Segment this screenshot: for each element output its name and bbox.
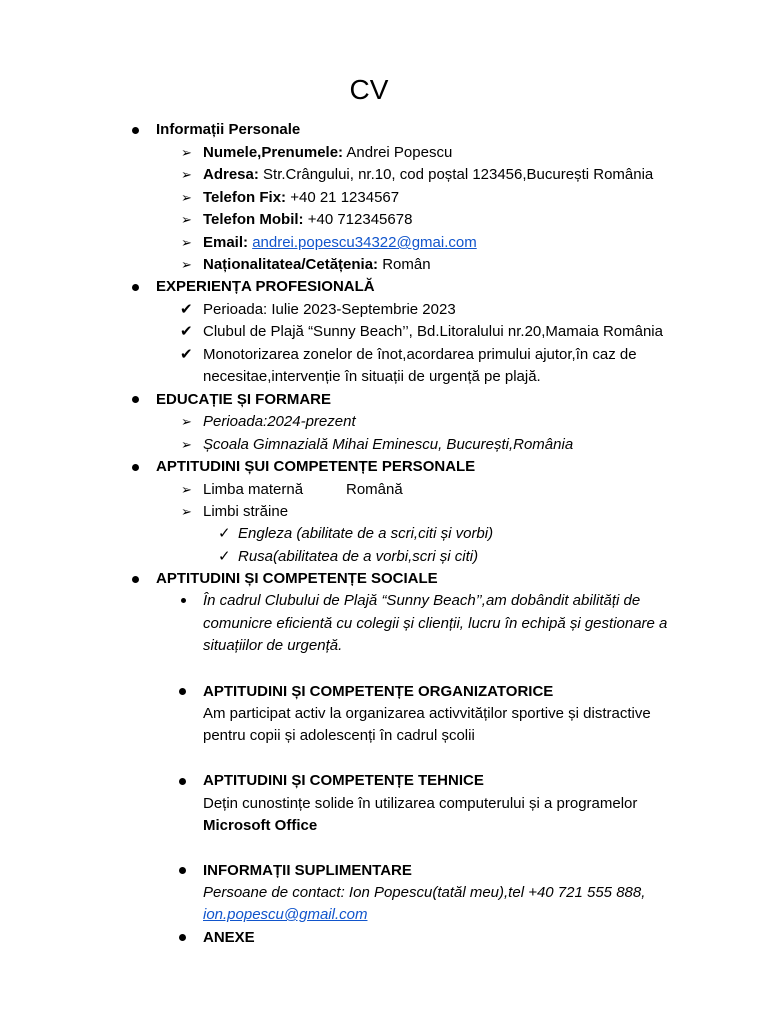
personal-item-name: Numele,Prenumele: Andrei Popescu	[203, 144, 453, 161]
education-period: Perioada:2024-prezent	[203, 413, 356, 430]
mother-tongue-value: Română	[346, 481, 403, 498]
checkmark-icon: ✔	[180, 346, 193, 363]
education-school: Școala Gimnazială Mihai Eminescu, București,România	[203, 436, 574, 453]
section-heading-education: EDUCAȚIE ȘI FORMARE	[156, 391, 332, 408]
foreign-languages-label: Limbi străine	[203, 503, 289, 520]
personal-item-landline: Telefon Fix: +40 21 1234567	[203, 189, 400, 206]
social-line2: comunicre eficientă cu colegii și clienții, lucru în echipă și gestionare a	[203, 615, 668, 632]
mother-tongue-label: Limba maternă	[203, 481, 304, 498]
checkmark-icon: ✔	[180, 323, 193, 340]
section-heading-experience: EXPERIENȚA PROFESIONALĂ	[156, 278, 375, 295]
organizational-line1: Am participat activ la organizarea activvităților sportive și distractive	[203, 705, 651, 722]
personal-item-mobile: Telefon Mobil: +40 712345678	[203, 211, 413, 228]
bullet-dot-icon	[132, 284, 139, 291]
checkmark-icon: ✓	[218, 525, 231, 542]
technical-line2: Microsoft Office	[203, 817, 318, 834]
arrow-bullet-icon: ➢	[181, 414, 192, 429]
experience-employer: Clubul de Plajă “Sunny Beach’’, Bd.Litoralului nr.20,Mamaia România	[203, 323, 663, 340]
checkmark-icon: ✓	[218, 548, 231, 565]
bullet-dot-icon	[179, 688, 186, 695]
bullet-dot-icon	[132, 576, 139, 583]
personal-item-address: Adresa: Str.Crângului, nr.10, cod poștal 123456,București România	[203, 166, 654, 183]
organizational-line2: pentru copii și adolescenți în cadrul școlii	[203, 727, 475, 744]
arrow-bullet-icon: ➢	[181, 235, 192, 250]
experience-duties-line1: Monotorizarea zonelor de înot,acordarea primului ajutor,în caz de	[203, 346, 637, 363]
section-heading-annexes: ANEXE	[203, 929, 255, 946]
bullet-dot-icon	[132, 127, 139, 134]
additional-contact-line: Persoane de contact: Ion Popescu(tatăl meu),tel +40 721 555 888,	[203, 884, 646, 901]
social-line1: În cadrul Clubului de Plajă “Sunny Beach’’,am dobândit abilități de	[203, 592, 641, 609]
contact-email-link[interactable]: ion.popescu@gmail.com	[203, 906, 368, 923]
section-heading-personal-skills: APTITUDINI ȘUI COMPETENȚE PERSONALE	[156, 458, 476, 475]
bullet-dot-icon	[132, 396, 139, 403]
section-heading-social: APTITUDINI ȘI COMPETENȚE SOCIALE	[156, 570, 438, 587]
social-line3: situațiilor de urgență.	[203, 637, 343, 654]
language-english: Engleza (abilitate de a scri,citi și vorbi)	[238, 525, 494, 542]
personal-item-email: Email: andrei.popescu34322@gmai.com	[203, 234, 477, 251]
section-heading-organizational: APTITUDINI ȘI COMPETENȚE ORGANIZATORICE	[203, 683, 554, 700]
arrow-bullet-icon: ➢	[181, 212, 192, 227]
experience-duties-line2: necesitae,intervenție în situații de urgență pe plajă.	[203, 368, 541, 385]
arrow-bullet-icon: ➢	[181, 257, 192, 272]
arrow-bullet-icon: ➢	[181, 437, 192, 452]
section-heading-technical: APTITUDINI ȘI COMPETENȚE TEHNICE	[203, 772, 484, 789]
arrow-bullet-icon: ➢	[181, 482, 192, 497]
technical-line1: Dețin cunostințe solide în utilizarea computerului și a programelor	[203, 795, 638, 812]
arrow-bullet-icon: ➢	[181, 504, 192, 519]
bullet-dot-icon	[179, 778, 186, 785]
checkmark-icon: ✔	[180, 301, 193, 318]
bullet-dot-icon	[179, 867, 186, 874]
arrow-bullet-icon: ➢	[181, 145, 192, 160]
experience-period: Perioada: Iulie 2023-Septembrie 2023	[203, 301, 456, 318]
personal-item-nationality: Naționalitatea/Cetățenia: Român	[203, 256, 431, 273]
bullet-dot-icon	[132, 464, 139, 471]
small-bullet-icon	[181, 598, 186, 603]
page-title: CV	[349, 74, 389, 105]
section-heading-additional: INFORMAȚII SUPLIMENTARE	[203, 862, 412, 879]
section-heading-personal: Informații Personale	[156, 121, 301, 138]
language-russian: Rusa(abilitatea de a vorbi,scri și citi)	[238, 548, 479, 565]
bullet-dot-icon	[179, 934, 186, 941]
arrow-bullet-icon: ➢	[181, 190, 192, 205]
arrow-bullet-icon: ➢	[181, 167, 192, 182]
email-link[interactable]: andrei.popescu34322@gmai.com	[252, 234, 477, 251]
